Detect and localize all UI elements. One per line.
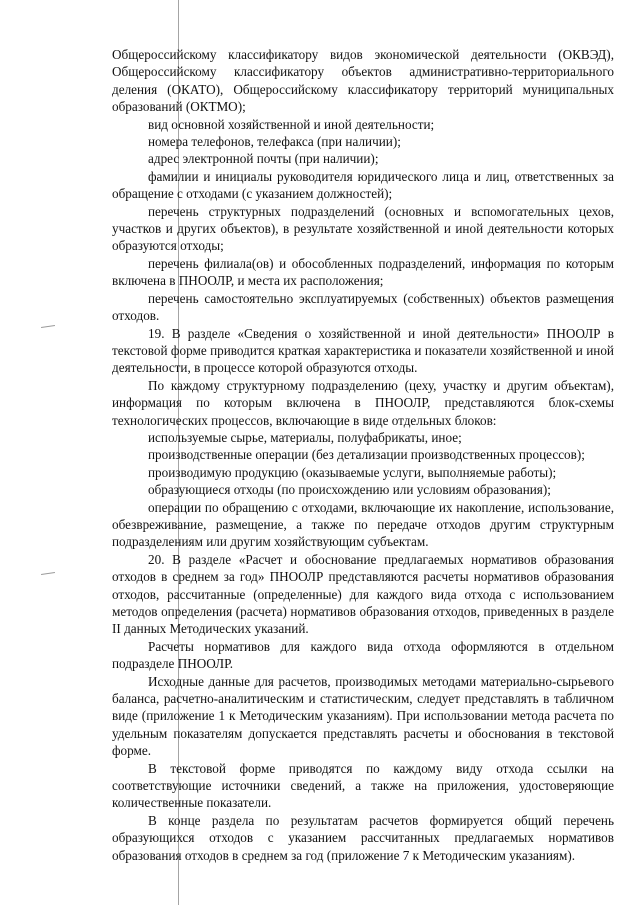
paragraph: Исходные данные для расчетов, производимых методами материально-сырьевого баланса, расчетно-аналитическим и статистическим, следует представлять в табличном виде (приложение 1 к Методическим указаниям). При использовании метода расчета по удельным показателям допускается представлять расчеты и обоснования в текстовой форме. (112, 673, 614, 759)
paragraph: Расчеты нормативов для каждого вида отхода оформляются в отдельном подразделе ПНООЛР. (112, 638, 614, 672)
section-paragraph-20: 20. В разделе «Расчет и обоснование предлагаемых нормативов образования отходов в среднем за год» ПНООЛР представляются расчеты нормативов образования отходов, рассчитанные (определенные) для каждого вида отхода с использованием методов определения (расчета) нормативов образования отходов, приведенных в разделе II данных Методических указаний. (112, 551, 614, 637)
paragraph: операции по обращению с отходами, включающие их накопление, использование, обезвреживание, размещение, а также по передаче отходов другим структурным подразделениям или другим хозяйствующим субъектам. (112, 499, 614, 550)
list-item: производственные операции (без детализации производственных процессов); (148, 447, 585, 463)
list-item: номера телефонов, телефакса (при наличии); (148, 134, 401, 150)
paragraph: перечень филиала(ов) и обособленных подразделений, информация по которым включена в ПНООЛР, и места их расположения; (112, 255, 614, 289)
list-item: вид основной хозяйственной и иной деятельности; (148, 116, 435, 132)
paragraph: В конце раздела по результатам расчетов формируется общий перечень образующихся отходов с указанием рассчитанных предлагаемых нормативов образования отходов в среднем за год (приложение 7 к Методическим указаниям). (112, 812, 614, 863)
margin-mark (41, 572, 55, 575)
list-item: производимую продукцию (оказываемые услуги, выполняемые работы); (148, 464, 557, 480)
list-item: адрес электронной почты (при наличии); (148, 151, 379, 167)
list-item: используемые сырье, материалы, полуфабрикаты, иное; (148, 429, 462, 445)
paragraph: Общероссийскому классификатору видов экономической деятельности (ОКВЭД), Общероссийскому классификатору объектов административно-территориального деления (ОКАТО), Общероссийскому классификатору территорий муниципальных образований (ОКТМО); (112, 47, 614, 115)
list-item: образующиеся отходы (по происхождению или условиям образования); (148, 482, 551, 498)
section-paragraph-19: 19. В разделе «Сведения о хозяйственной и иной деятельности» ПНООЛР в текстовой форме приводится краткая характеристика и показатели хозяйственной и иной деятельности, в процессе которой образуются отходы. (112, 325, 614, 376)
paragraph: В текстовой форме приводятся по каждому виду отхода ссылки на соответствующие источники сведений, а также на приложения, удостоверяющие количественные показатели. (112, 760, 614, 811)
margin-mark (41, 325, 55, 328)
paragraph: фамилии и инициалы руководителя юридического лица и лиц, ответственных за обращение с отходами (с указанием должностей); (112, 168, 614, 202)
paragraph: По каждому структурному подразделению (цеху, участку и другим объектам), информация по которым включена в ПНООЛР, представляются блок-схемы технологических процессов, включающие в виде отдельных блоков: (112, 377, 614, 428)
document-body (112, 46, 614, 864)
paragraph: перечень самостоятельно эксплуатируемых (собственных) объектов размещения отходов. (112, 290, 614, 324)
paragraph: перечень структурных подразделений (основных и вспомогательных цехов, участков и других объектов), в результате хозяйственной и иной деятельности которых образуются отходы; (112, 203, 614, 254)
